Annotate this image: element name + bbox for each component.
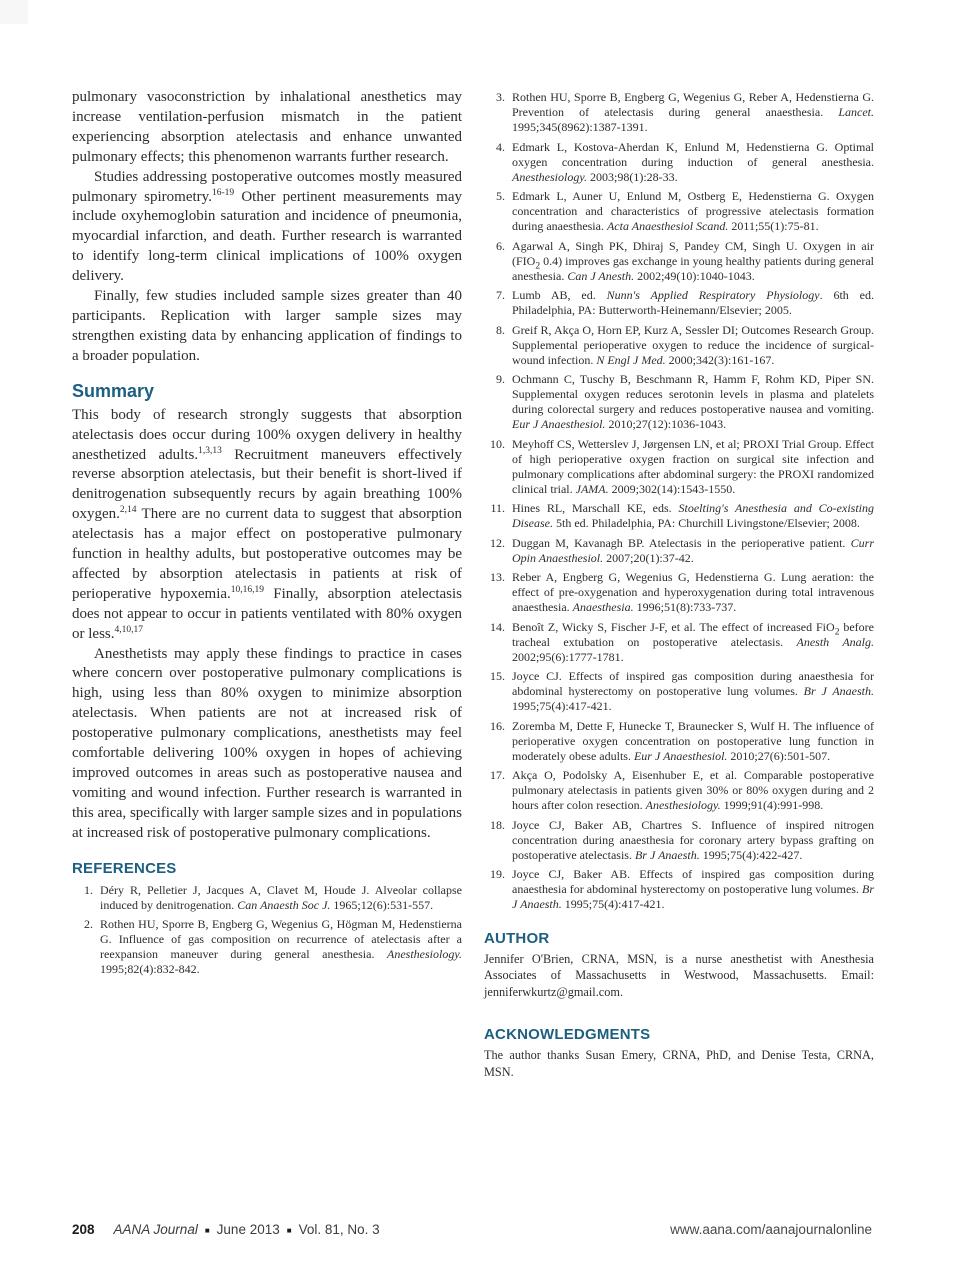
reference-text: Lumb AB, ed. Nunn's Applied Respiratory Physiology. 6th ed. Philadelphia, PA: Butterworth-Heinemann/Elsevier; 2005. [512,288,874,317]
summary-heading: Summary [72,380,155,401]
reference-text: Déry R, Pelletier J, Jacques A, Clavet M, Houde J. Alveolar collapse induced by denitrogenation. Can Anaesth Soc J. 1965;12(6):531-557. [100,882,462,912]
reference-text: Rothen HU, Sporre B, Engberg G, Wegenius G, Reber A, Hedenstierna G. Prevention of atelectasis during general anaesthesia. Lancet. 1995;345(8962):1387-1391. [512,90,874,134]
reference-item [484,437,874,497]
reference-item [484,570,874,615]
reference-item [484,719,874,764]
reference-text: Meyhoff CS, Wetterslev J, Jørgensen LN, et al; PROXI Trial Group. Effect of high perioperative oxygen fraction on surgical site infection and pulmonary complications after abdominal surgery: the PROXI randomized clinical trial. JAMA. 2009;302(14):1543-1550. [512,436,874,496]
reference-text: Zoremba M, Dette F, Hunecke T, Braunecker S, Wulf H. The influence of perioperative oxygen concentration on postoperative lung function in moderately obese adults. Eur J Anaesthesiol. 2010;27(6):501-507. [512,718,874,763]
reference-number: 7. [496,288,505,302]
reference-text: Joyce CJ. Effects of inspired gas composition during anaesthesia for abdominal hysterectomy on postoperative lung volumes. Br J Anaesth. 1995;75(4):417-421. [512,669,874,713]
reference-item [72,883,462,913]
summary-paragraph: Anesthetists may apply these findings to practice in cases where concern over postoperative pulmonary complications is high, using less than 80% oxygen to minimize absorption atelectasis. When patients are not at increased risk of postoperative pulmonary complications, anesthetists may feel comfortable delivering 100% oxygen in hopes of achieving improved outcomes in areas such as postoperative nausea and vomiting and wound infection. Further research is warranted in this area, specifically with larger sample sizes and in populations at increased risk of postoperative pulmonary complications. [72,645,462,841]
reference-item [484,189,874,234]
reference-text: Edmark L, Kostova-Aherdan K, Enlund M, Hedenstierna G. Optimal oxygen concentration during induction of general anesthesia. Anesthesiology. 2003;98(1):28-33. [512,139,874,184]
reference-number: 9. [496,372,505,386]
square-bullet-icon: ■ [204,1226,210,1235]
acknowledgments-heading: ACKNOWLEDGMENTS [484,1026,651,1044]
reference-number: 12. [490,535,505,550]
footer-journal-info [72,1222,380,1237]
summary-paragraph: This body of research strongly suggests that absorption atelectasis does occur during 100% oxygen delivery in healthy anesthetized adults.$^{1,3,13}$ Recruitment maneuvers effectively reverse absorption atelectasis, but their benefit is short-lived if denitrogenation subsequently recurs by again breathing 100% oxygen.$^{2,14}$ There are no current data to suggest that absorption atelectasis has a major effect on postoperative pulmonary function in healthy adults, but postoperative outcomes may be affected by absorption atelectasis in patients at risk of perioperative hypoxemia.$^{10,16,19}$ Finally, absorption atelectasis does not appear to occur in patients ventilated with 80% oxygen or less.$^{4,10,17}$ [72,406,462,642]
reference-number: 2. [84,917,93,932]
reference-item [484,818,874,863]
reference-item [484,501,874,531]
square-bullet-icon: ■ [286,1226,292,1235]
reference-text: Duggan M, Kavanagh BP. Atelectasis in the perioperative patient. Curr Opin Anaesthesiol. 2007;20(1):37-42. [512,535,874,565]
references-list-right [484,90,874,912]
body-paragraph: Finally, few studies included sample sizes greater than 40 participants. Replication with larger sample sizes may strengthen existing data by enhancing application of findings to a broader population. [72,288,462,364]
reference-item [484,323,874,368]
reference-item [484,536,874,566]
reference-number: 11. [490,501,505,515]
reference-number: 15. [490,669,505,683]
body-paragraph: pulmonary vasoconstriction by inhalational anesthetics may increase ventilation-perfusion mismatch in the patient experiencing absorption atelectasis and enhance unwanted pulmonary effects; this phenomenon warrants further research. [72,89,462,165]
reference-item [484,867,874,912]
reference-item [484,140,874,185]
summary-section [72,406,462,844]
journal-website: www.aana.com/aanajournalonline [670,1222,872,1237]
references-heading: REFERENCES [72,859,177,877]
page-number: 208 [72,1222,95,1237]
reference-text: Hines RL, Marschall KE, eds. Stoelting's Anesthesia and Co-existing Disease. 5th ed. Philadelphia, PA: Churchill Livingstone/Elsevier; 2008. [512,501,874,530]
reference-number: 1. [84,882,93,897]
reference-number: 8. [496,322,505,337]
author-bio: Jennifer O'Brien, CRNA, MSN, is a nurse anesthetist with Anesthesia Associates of Massachusetts in Westwood, Massachusetts. Email: jenniferwkurtz@gmail.com. [484,952,874,999]
reference-number: 10. [490,436,505,451]
volume-number: Vol. 81, No. 3 [298,1222,380,1237]
reference-number: 13. [490,570,505,584]
reference-text: Reber A, Engberg G, Wegenius G, Hedenstierna G. Lung aeration: the effect of pre-oxygenation and hyperoxygenation during total intravenous anaesthesia. Anaesthesia. 1996;51(8):733-737. [512,570,874,614]
reference-text: Joyce CJ, Baker AB, Chartres S. Influence of inspired nitrogen concentration during anaesthesia for coronary artery bypass grafting on postoperative atelectasis. Br J Anaesth. 1995;75(4):422-427. [512,817,874,862]
reference-item [72,917,462,977]
reference-item [484,768,874,813]
page-corner-artifact [0,0,28,24]
right-column [484,90,874,1080]
reference-item [484,90,874,135]
article-body [72,88,462,367]
reference-item [484,620,874,665]
issue-date: June 2013 [216,1222,280,1237]
reference-number: 18. [490,817,505,832]
reference-item [484,239,874,284]
reference-text: Agarwal A, Singh PK, Dhiraj S, Pandey CM, Singh U. Oxygen in air ($FIO_2$ 0.4) improves gas exchange in young healthy patients during general anesthesia. Can J Anesth. 2002;49(10):1040-1043. [512,238,874,283]
reference-text: Joyce CJ, Baker AB. Effects of inspired gas composition during anaesthesia for abdominal hysterectomy on postoperative lung volumes. Br J Anaesth. 1995;75(4):417-421. [512,867,874,911]
reference-number: 14. [490,619,505,634]
reference-number: 19. [490,867,505,881]
reference-text: Ochmann C, Tuschy B, Beschmann R, Hamm F, Rohm KD, Piper SN. Supplemental oxygen reduces serotonin levels in plasma and platelets during colorectal surgery and reduces postoperative nausea and vomiting. Eur J Anaesthesiol. 2010;27(12):1036-1043. [512,372,874,431]
reference-text: Benoît Z, Wicky S, Fischer J-F, et al. The effect of increased FiO$_2$ before tracheal extubation on postoperative atelectasis. Anesth Analg. 2002;95(6):1777-1781. [512,619,875,664]
journal-name: AANA Journal [113,1222,198,1237]
reference-number: 6. [496,238,505,253]
reference-text: Akça O, Podolsky A, Eisenhuber E, et al. Comparable postoperative pulmonary atelectasis in patients given 30% or 80% oxygen during and 2 hours after colon resection. Anesthesiology. 1999;91(4):991-998. [512,768,874,812]
reference-number: 5. [496,189,505,203]
reference-text: Rothen HU, Sporre B, Engberg G, Wegenius G, Högman M, Hedenstierna G. Influence of gas composition on recurrence of atelectasis after a reexpansion maneuver during general anesthesia. Anesthesiology. 1995;82(4):832-842. [100,917,462,977]
reference-item [484,669,874,714]
reference-text: Edmark L, Auner U, Enlund M, Ostberg E, Hedenstierna G. Oxygen concentration and characteristics of progressive atelectasis formation during anaesthesia. Acta Anaesthesiol Scand. 2011;55(1):75-81. [512,189,874,233]
reference-number: 4. [496,139,505,154]
acknowledgments-text: The author thanks Susan Emery, CRNA, PhD, and Denise Testa, CRNA, MSN. [484,1048,874,1079]
author-heading: AUTHOR [484,930,550,947]
reference-number: 17. [490,768,505,782]
reference-number: 16. [490,718,505,733]
reference-number: 3. [496,90,505,104]
reference-text: Greif R, Akça O, Horn EP, Kurz A, Sessler DI; Outcomes Research Group. Supplemental perioperative oxygen to reduce the incidence of surgical-wound infection. N Engl J Med. 2000;342(3):161-167. [512,322,874,367]
page-footer [72,1222,872,1237]
reference-item [484,288,874,318]
left-column [72,88,462,982]
body-paragraph: Studies addressing postoperative outcomes mostly measured pulmonary spirometry.$^{16-19}$ Other pertinent measurements may include oxyhemoglobin saturation and incidence of pneumonia, myocardial infarction, and death. Further research is warranted to identify long-term clinical implications of 100% oxygen delivery. [72,168,462,285]
reference-item [484,372,874,432]
references-list-left [72,883,462,978]
